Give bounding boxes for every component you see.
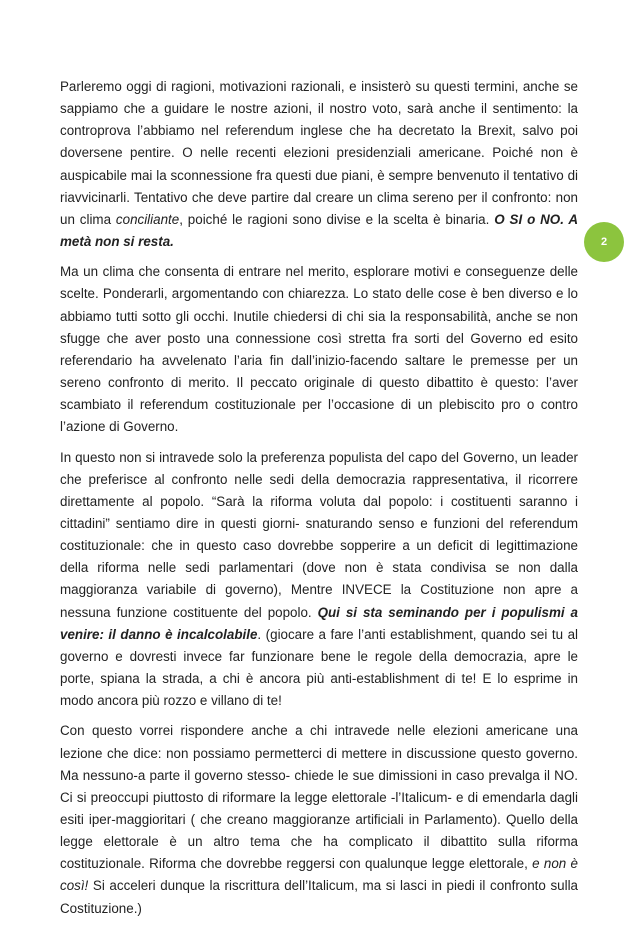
document-body (60, 76, 578, 928)
page-number: 2 (600, 236, 608, 248)
page-number-badge (584, 222, 624, 262)
paragraph-3-text: In questo non si intravede solo la preferenza populista del capo del Governo, un leader che preferisce al confronto nelle sedi della democrazia rappresentativa, il ricorrere direttamente al popolo. “Sarà la riforma voluta dal popolo: i costituenti saranno i cittadini” sentiamo dire in questi giorni- snaturando senso e funzioni del referendum costituzionale: che in questo caso dovrebbe sopperire a un deficit di legittimazione della riforma nelle sedi parlamentari (dove non è stata condivisa se non dalla maggioranza variabile di governo), Mentre INVECE la Costituzione non apre a nessuna funzione costituente del popolo. (60, 449, 578, 620)
paragraph-4-text-after: Si acceleri dunque la riscrittura dell’Italicum, ma si lasci in piedi il confronto sulla Costituzione.) (60, 878, 578, 916)
paragraph-1-emphasis: O SI o NO. A metà non si resta. (60, 211, 579, 250)
paragraph-3 (60, 447, 578, 713)
paragraph-4-italic: e non è così! (60, 856, 578, 894)
paragraph-1-text-after: , poiché le ragioni sono divise e la scelta è binaria. (179, 211, 495, 227)
paragraph-1-italic: conciliante (115, 211, 180, 227)
paragraph-4-text: Con questo vorrei rispondere anche a chi intravede nelle elezioni americane una lezione che dice: non possiamo permetterci di mettere in discussione questo governo. Ma nessuno-a parte il governo stesso- chiede le sue dimissioni in caso prevalga il NO. Ci si preoccupi piuttosto di riformare la legge elettorale -l’Italicum- e di emendarla dagli esiti iper-maggioritari ( che creano maggioranze artificiali in Parlamento). Quello della legge elettorale è un altro tema che ha complicato il dibattito sulla riforma costituzionale. Riforma che dovrebbe reggersi con qualunque legge elettorale, (60, 723, 578, 872)
paragraph-3-emphasis: Qui si sta seminando per i populismi a venire: il danno è incalcolabile (60, 604, 578, 642)
paragraph-2-text: Ma un clima che consenta di entrare nel merito, esplorare motivi e conseguenze delle scelte. Ponderarli, argomentando con chiarezza. Lo stato delle cose è ben diverso e lo abbiamo tutti sotto gli occhi. Inutile chiedersi di chi sia la responsabilità, anche se non sfugge che aver posto una connessione così stretta fra sorti del Governo ed esito referendario ha avvelenato l’aria fin dall’inizio-facendo saltare le premesse per un sereno confronto di merito. Il peccato originale di questo dibattito è questo: l’aver scambiato il referendum costituzionale per l’occasione di un plebiscito pro o contro l’azione di Governo. (60, 264, 578, 435)
paragraph-3-text-after: . (giocare a fare l’anti establishment, quando sei tu al governo e dovresti invece far funzionare bene le regole della democrazia, apre le porte, spiana la strada, a chi è ancora più anti-establishment di te! E lo esprime in modo ancora più rozzo e villano di te! (60, 626, 578, 709)
paragraph-1-text: Parleremo oggi di ragioni, motivazioni razionali, e insisterò su questi termini, anche se sappiamo che a guidare le nostre azioni, il nostro voto, sarà anche il sentimento: la controprova l’abbiamo nel referendum inglese che ha decretato la Brexit, salvo poi doversene pentire. O nelle recenti elezioni presidenziali americane. Poiché non è auspicabile mai la sconnessione fra questi due piani, è sempre benvenuto il tentativo di riavvicinarli. Tentativo che deve partire dal creare un clima sereno per il confronto: non un clima (60, 79, 578, 227)
paragraph-2 (60, 261, 578, 438)
paragraph-4 (60, 720, 578, 919)
paragraph-1 (60, 76, 578, 253)
